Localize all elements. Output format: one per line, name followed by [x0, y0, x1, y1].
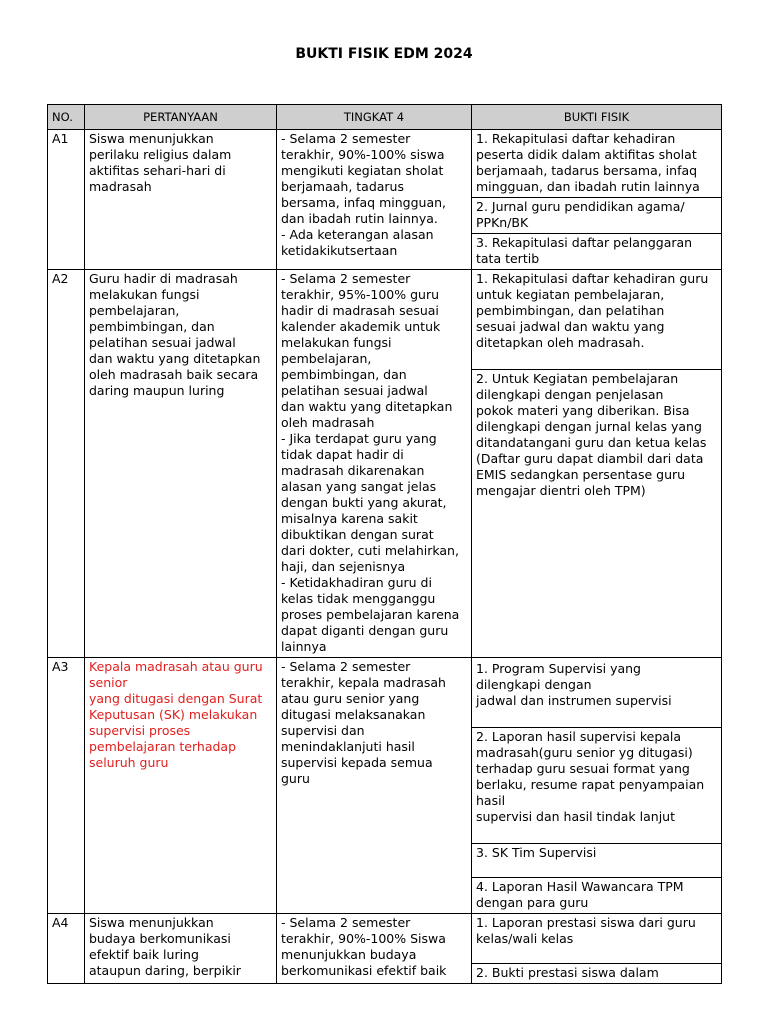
- text-line: PPKn/BK: [476, 215, 529, 230]
- text-line: - Ketidakhadiran guru di: [281, 575, 432, 590]
- text-line: 1. Laporan prestasi siswa dari guru: [476, 915, 696, 930]
- text-line: 3. Rekapitulasi daftar pelanggaran: [476, 235, 693, 250]
- text-line: pembimbingan, dan: [281, 367, 407, 382]
- pertanyaan-a3: [85, 658, 277, 914]
- text-line: jadwal dan instrumen supervisi: [476, 693, 672, 708]
- text-line: madrasah: [89, 179, 152, 194]
- text-line: ditandatangani guru dan ketua kelas: [476, 435, 707, 450]
- text-line: dibuktikan dengan surat: [281, 527, 434, 542]
- text-line: alasan yang sangat jelas: [281, 479, 437, 494]
- text-line: haji, dan sejenisnya: [281, 559, 406, 574]
- bukti-a3-1: [472, 658, 722, 728]
- text-line: dengan bukti yang akurat,: [281, 495, 447, 510]
- text-line: menunjukkan budaya: [281, 947, 417, 962]
- text-line: mengajar dientri oleh TPM): [476, 483, 646, 498]
- header-row: [48, 105, 722, 130]
- pertanyaan-a1: [85, 130, 277, 270]
- text-line: terakhir, 95%-100% guru: [281, 287, 440, 302]
- edm-table: [47, 104, 722, 984]
- text-line: oleh madrasah baik secara: [89, 367, 259, 382]
- text-line: 4. Laporan Hasil Wawancara TPM: [476, 879, 684, 894]
- text-line: dilengkapi dengan jurnal kelas yang: [476, 419, 702, 434]
- text-line: supervisi dan: [281, 723, 365, 738]
- text-line: terakhir, 90%-100% siswa: [281, 147, 445, 162]
- header-no: NO.: [48, 105, 85, 130]
- text-line: supervisi kepada semua: [281, 755, 433, 770]
- text-line: aktifitas sehari-hari di: [89, 163, 226, 178]
- text-line: pokok materi yang diberikan. Bisa: [476, 403, 690, 418]
- text-line: pembimbingan, dan: [89, 319, 215, 334]
- text-line: yang ditugasi dengan Surat: [89, 691, 263, 706]
- bukti-a2-2: [472, 370, 722, 658]
- header-tingkat: TINGKAT 4: [277, 105, 472, 130]
- text-line: seluruh guru: [89, 755, 169, 770]
- text-line: dan waktu yang ditetapkan: [89, 351, 261, 366]
- text-line: atau guru senior yang: [281, 691, 420, 706]
- text-line: ataupun daring, berpikir: [89, 963, 241, 978]
- tingkat-a1: [277, 130, 472, 270]
- text-line: EMIS sedangkan persentase guru: [476, 467, 686, 482]
- text-line: dilengkapi dengan penjelasan: [476, 387, 664, 402]
- text-line: pembelajaran,: [89, 303, 180, 318]
- text-line: dan ibadah rutin lainnya.: [281, 211, 438, 226]
- text-line: Kepala madrasah atau guru: [89, 659, 263, 674]
- text-line: untuk kegiatan pembelajaran,: [476, 287, 665, 302]
- text-line: - Ada keterangan alasan: [281, 227, 434, 242]
- text-line: dapat diganti dengan guru: [281, 623, 449, 638]
- text-line: hadir di madrasah sesuai: [281, 303, 439, 318]
- text-line: 2. Jurnal guru pendidikan agama/: [476, 199, 685, 214]
- text-line: terakhir, kepala madrasah: [281, 675, 446, 690]
- text-line: pelatihan sesuai jadwal: [281, 383, 428, 398]
- text-line: madrasah dikarenakan: [281, 463, 425, 478]
- text-line: oleh madrasah: [281, 415, 375, 430]
- text-line: bersama, infaq mingguan,: [281, 195, 447, 210]
- text-line: misalnya karena sakit: [281, 511, 418, 526]
- text-line: peserta didik dalam aktifitas sholat: [476, 147, 697, 162]
- text-line: budaya berkomunikasi: [89, 931, 231, 946]
- text-line: berjamaah, tadarus: [281, 179, 404, 194]
- text-line: ditetapkan oleh madrasah.: [476, 335, 645, 350]
- text-line: tata tertib: [476, 251, 540, 266]
- bukti-a3-2: [472, 728, 722, 844]
- text-line: Siswa menunjukkan: [89, 131, 214, 146]
- bukti-a3-3: [472, 844, 722, 878]
- bukti-a4-1: [472, 914, 722, 964]
- text-line: menindaklanjuti hasil: [281, 739, 415, 754]
- tingkat-a4: [277, 914, 472, 984]
- text-line: 1. Rekapitulasi daftar kehadiran: [476, 131, 676, 146]
- bukti-a1-1: [472, 130, 722, 198]
- text-line: senior: [89, 675, 128, 690]
- header-pertanyaan: PERTANYAAN: [85, 105, 277, 130]
- text-line: dengan para guru: [476, 895, 589, 910]
- pertanyaan-a2: [85, 270, 277, 658]
- row-no-a1: A1: [48, 130, 85, 270]
- text-line: (Daftar guru dapat diambil dari data: [476, 451, 704, 466]
- text-line: dilengkapi dengan: [476, 677, 592, 692]
- text-line: berlaku, resume rapat penyampaian: [476, 777, 705, 792]
- text-line: daring maupun luring: [89, 383, 225, 398]
- text-line: ditugasi melaksanakan: [281, 707, 426, 722]
- text-line: mengikuti kegiatan sholat: [281, 163, 444, 178]
- tingkat-a3: [277, 658, 472, 914]
- text-line: - Jika terdapat guru yang: [281, 431, 437, 446]
- text-line: melakukan fungsi: [281, 335, 392, 350]
- text-line: lainnya: [281, 639, 327, 654]
- text-line: berkomunikasi efektif baik: [281, 963, 447, 978]
- text-line: dan waktu yang ditetapkan: [281, 399, 453, 414]
- row-no-a4: A4: [48, 914, 85, 984]
- text-line: supervisi dan hasil tindak lanjut: [476, 809, 675, 824]
- text-line: dari dokter, cuti melahirkan,: [281, 543, 459, 558]
- text-line: 1. Program Supervisi yang: [476, 661, 641, 676]
- text-line: pembelajaran,: [281, 351, 372, 366]
- bukti-a1-3: [472, 234, 722, 270]
- text-line: terhadap guru sesuai format yang: [476, 761, 690, 776]
- text-line: tidak dapat hadir di: [281, 447, 404, 462]
- text-line: supervisi proses: [89, 723, 191, 738]
- bukti-a1-2: [472, 198, 722, 234]
- page-title: BUKTI FISIK EDM 2024: [295, 46, 473, 62]
- text-line: - Selama 2 semester: [281, 131, 411, 146]
- text-line: melakukan fungsi: [89, 287, 200, 302]
- text-line: Keputusan (SK) melakukan: [89, 707, 258, 722]
- text-line: efektif baik luring: [89, 947, 199, 962]
- text-line: proses pembelajaran karena: [281, 607, 460, 622]
- text-line: Siswa menunjukkan: [89, 915, 214, 930]
- pertanyaan-a4: [85, 914, 277, 984]
- bukti-a4-2: [472, 964, 722, 984]
- text-line: kelas tidak mengganggu: [281, 591, 436, 606]
- text-line: kalender akademik untuk: [281, 319, 441, 334]
- text-line: berjamaah, tadarus bersama, infaq: [476, 163, 698, 178]
- text-line: perilaku religius dalam: [89, 147, 232, 162]
- row-no-a2: A2: [48, 270, 85, 658]
- text-line: - Selama 2 semester: [281, 659, 411, 674]
- text-line: 1. Rekapitulasi daftar kehadiran guru: [476, 271, 709, 286]
- text-line: kelas/wali kelas: [476, 931, 574, 946]
- bukti-a3-4: [472, 878, 722, 914]
- bukti-a2-1: [472, 270, 722, 370]
- text-line: ketidakikutsertaan: [281, 243, 398, 258]
- text-line: - Selama 2 semester: [281, 915, 411, 930]
- text-line: Guru hadir di madrasah: [89, 271, 238, 286]
- text-line: madrasah(guru senior yg ditugasi): [476, 745, 693, 760]
- text-line: hasil: [476, 793, 506, 808]
- tingkat-a2: [277, 270, 472, 658]
- text-line: guru: [281, 771, 310, 786]
- text-line: mingguan, dan ibadah rutin lainnya: [476, 179, 700, 194]
- text-line: 2. Untuk Kegiatan pembelajaran: [476, 371, 679, 386]
- text-line: - Selama 2 semester: [281, 271, 411, 286]
- text-line: pembimbingan, dan pelatihan: [476, 303, 665, 318]
- header-bukti: BUKTI FISIK: [472, 105, 722, 130]
- text-line: 3. SK Tim Supervisi: [476, 845, 597, 860]
- text-line: pembelajaran terhadap: [89, 739, 237, 754]
- text-line: pelatihan sesuai jadwal: [89, 335, 236, 350]
- text-line: terakhir, 90%-100% Siswa: [281, 931, 446, 946]
- text-line: sesuai jadwal dan waktu yang: [476, 319, 665, 334]
- text-line: 2. Laporan hasil supervisi kepala: [476, 729, 682, 744]
- text-line: 2. Bukti prestasi siswa dalam: [476, 965, 659, 980]
- row-no-a3: A3: [48, 658, 85, 914]
